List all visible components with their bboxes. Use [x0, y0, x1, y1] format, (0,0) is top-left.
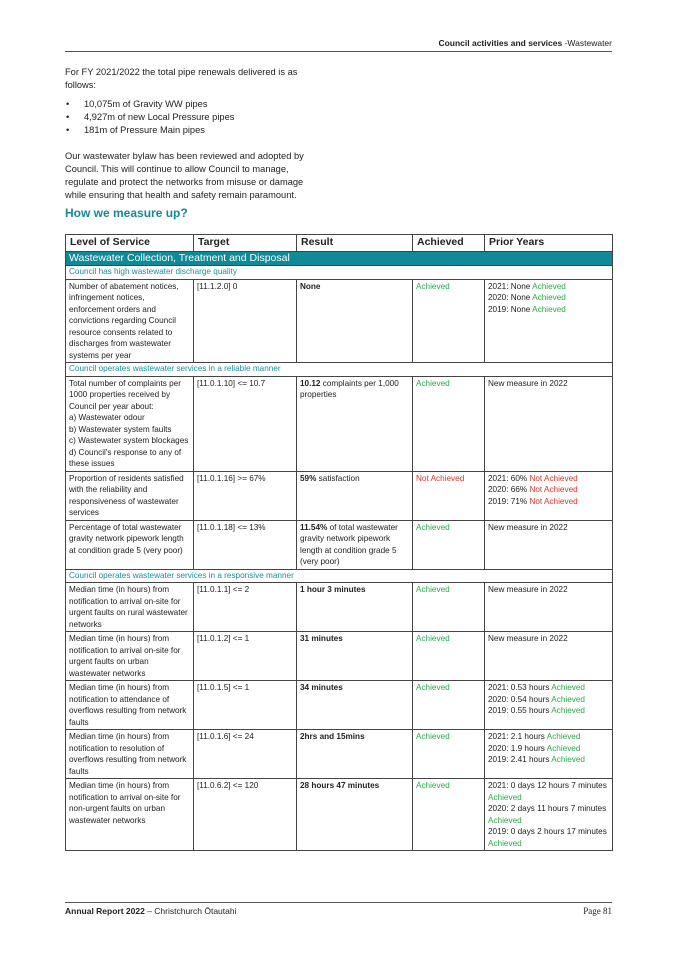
cell-target: [11.0.1.16] >= 67% [194, 471, 297, 520]
prior-year-value: 2020: 66% [488, 485, 530, 494]
cell-prior-years: New measure in 2022 [485, 520, 613, 569]
prior-year-value: 2019: 0.55 hours [488, 706, 552, 715]
prior-year-status: Achieved [546, 732, 581, 741]
result-text: of total wastewater gravity network pipework length at condition grade 5 (very poor) [300, 522, 398, 566]
subheading-responsive: Council operates wastewater services in a responsive manner [66, 569, 613, 583]
service-line: b) Wastewater system faults [69, 424, 172, 434]
prior-year-value: 2019: 0 days 2 hours 17 minutes [488, 827, 607, 836]
column-header-achieved: Achieved [413, 235, 485, 252]
prior-year-value: 2019: None [488, 304, 533, 314]
prior-year-status: Not Achieved [529, 485, 578, 494]
prior-year-line [488, 743, 609, 755]
column-header-level-of-service: Level of Service [66, 235, 194, 252]
cell-level-of-service: Median time (in hours) from notification to attendance of overflows resulting from network faults [66, 681, 194, 730]
intro-paragraph-2: Our wastewater bylaw has been reviewed and adopted by Council. This will continue to allow Council to manage, regulate and protect the networks from misuse or damage while ensuring that health and safety remain paramount. [65, 151, 304, 200]
prior-year-status: Achieved [551, 683, 585, 692]
result-value: 28 hours 47 minutes [300, 781, 380, 790]
pipe-renewals-list [65, 98, 320, 137]
table-row [66, 279, 613, 363]
cell-result [297, 681, 413, 730]
result-value: None [300, 281, 321, 291]
cell-target: [11.0.6.2] <= 120 [194, 779, 297, 851]
list-item: • 10,075m of Gravity WW pipes [65, 98, 320, 111]
cell-result [297, 583, 413, 632]
prior-year-line [488, 484, 609, 496]
performance-table [65, 234, 613, 851]
cell-achieved-status: Achieved [413, 520, 485, 569]
column-header-target: Target [194, 235, 297, 252]
prior-year-status: Achieved [532, 304, 566, 314]
result-value: 10.12 [300, 378, 321, 388]
prior-year-status: Achieved [546, 743, 581, 753]
prior-year-line [488, 780, 609, 803]
cell-level-of-service: Median time (in hours) from notification to resolution of overflows resulting from network faults [66, 730, 194, 779]
cell-level-of-service: Number of abatement notices, infringement notices, enforcement orders and convictions regarding Council resource consents related to discharges from wastewater systems per year [66, 279, 194, 363]
service-line: Total number of complaints per 1000 properties received by Council per year about: [69, 378, 181, 411]
service-line: d) Council's response to any of these issues [69, 447, 182, 468]
prior-year-line [488, 694, 609, 706]
cell-prior-years: New measure in 2022 [485, 376, 613, 471]
list-item: • 4,927m of new Local Pressure pipes [65, 111, 320, 124]
result-value: 2hrs and 15mins [300, 732, 365, 741]
header-section-title: Council activities and services [438, 38, 563, 48]
cell-achieved-status: Achieved [413, 730, 485, 779]
cell-result [297, 730, 413, 779]
cell-achieved-status: Achieved [413, 583, 485, 632]
cell-target: [11.0.1.10] <= 10.7 [194, 376, 297, 471]
cell-achieved-status: Achieved [413, 779, 485, 851]
cell-target: [11.0.1.5] <= 1 [194, 681, 297, 730]
prior-year-line [488, 682, 609, 694]
subheading-row [66, 266, 613, 280]
service-line: c) Wastewater system blockages [69, 436, 189, 445]
table-header-row [66, 235, 613, 252]
result-text: satisfaction [316, 473, 360, 483]
cell-result [297, 632, 413, 681]
prior-year-value: 2020: 1.9 hours [488, 743, 547, 753]
table-row [66, 681, 613, 730]
header-section-suffix: -Wastewater [562, 38, 612, 48]
subheading-row [66, 569, 613, 583]
prior-year-status: Achieved [551, 755, 585, 764]
cell-level-of-service: Percentage of total wastewater gravity network pipework length at condition grade 5 (very poor) [66, 520, 194, 569]
cell-result [297, 520, 413, 569]
cell-target: [11.0.1.2] <= 1 [194, 632, 297, 681]
prior-year-value: 2019: 71% [488, 496, 530, 506]
table-row [66, 376, 613, 471]
cell-target: [11.0.1.18] <= 13% [194, 520, 297, 569]
prior-year-status: Achieved [488, 838, 522, 848]
list-item: • 181m of Pressure Main pipes [65, 124, 320, 137]
prior-year-line [488, 731, 609, 743]
cell-level-of-service: Median time (in hours) from notification to arrival on-site for urgent faults on rural wastewater networks [66, 583, 194, 632]
page-footer [65, 902, 612, 916]
result-value: 11.54% [300, 522, 328, 532]
subheading-reliable: Council operates wastewater services in a reliable manner [66, 363, 613, 377]
cell-target: [11.0.1.6] <= 24 [194, 730, 297, 779]
cell-prior-years [485, 681, 613, 730]
cell-achieved-status: Achieved [413, 376, 485, 471]
cell-result [297, 779, 413, 851]
subheading-row [66, 363, 613, 377]
intro-text [65, 66, 320, 208]
cell-result [297, 279, 413, 363]
prior-year-status: Achieved [488, 792, 522, 802]
result-value: 34 minutes [300, 683, 343, 692]
result-value: 31 minutes [300, 634, 343, 643]
prior-year-status: Achieved [532, 293, 566, 302]
service-line: a) Wastewater odour [69, 413, 145, 422]
prior-year-line [488, 496, 609, 508]
prior-year-line [488, 281, 609, 293]
subheading-discharge-quality: Council has high wastewater discharge quality [66, 266, 613, 280]
prior-year-status: Not Achieved [529, 473, 578, 483]
footer-report-title [65, 906, 236, 916]
cell-prior-years [485, 471, 613, 520]
cell-achieved-status: Achieved [413, 681, 485, 730]
prior-year-line [488, 304, 609, 316]
prior-year-value: 2021: 60% [488, 473, 530, 483]
cell-level-of-service [66, 376, 194, 471]
page-number: Page 81 [583, 906, 612, 916]
cell-achieved-status: Achieved [413, 632, 485, 681]
cell-target: [11.0.1.1] <= 2 [194, 583, 297, 632]
result-value: 1 hour 3 minutes [300, 585, 366, 594]
prior-year-line [488, 292, 609, 304]
prior-year-status: Not Achieved [529, 496, 578, 506]
prior-year-line [488, 705, 609, 717]
result-value: 59% [300, 473, 317, 483]
column-header-result: Result [297, 235, 413, 252]
prior-year-status: Achieved [551, 706, 585, 715]
column-header-prior-years: Prior Years [485, 235, 613, 252]
prior-year-line [488, 754, 609, 766]
cell-prior-years [485, 730, 613, 779]
cell-result [297, 471, 413, 520]
table-row [66, 730, 613, 779]
page-header [65, 38, 612, 52]
footer-report-name: Annual Report 2022 [65, 906, 145, 916]
prior-year-status: Achieved [532, 281, 566, 291]
intro-paragraph-1: For FY 2021/2022 the total pipe renewals delivered is as follows: [65, 67, 298, 90]
cell-prior-years [485, 779, 613, 851]
prior-year-line [488, 803, 609, 826]
cell-achieved-status: Not Achieved [413, 471, 485, 520]
result-text: complaints per 1,000 properties [300, 378, 399, 399]
cell-achieved-status: Achieved [413, 279, 485, 363]
cell-prior-years: New measure in 2022 [485, 632, 613, 681]
table-row [66, 779, 613, 851]
cell-level-of-service: Proportion of residents satisfied with the reliability and responsiveness of wastewater services [66, 471, 194, 520]
cell-result [297, 376, 413, 471]
group-title: Wastewater Collection, Treatment and Disposal [66, 251, 613, 266]
footer-city: – Christchurch Ōtautahi [144, 906, 237, 916]
cell-level-of-service: Median time (in hours) from notification to arrival on-site for urgent faults on urban wastewater networks [66, 632, 194, 681]
table-row [66, 471, 613, 520]
cell-level-of-service: Median time (in hours) from notification to arrival on-site for non-urgent faults on urban wastewater networks [66, 779, 194, 851]
group-row [66, 251, 613, 266]
table-row [66, 520, 613, 569]
prior-year-value: 2021: None [488, 281, 533, 291]
section-heading: How we measure up? [65, 206, 188, 220]
prior-year-value: 2021: 0 days 12 hours 7 minutes [488, 781, 607, 790]
prior-year-value: 2020: 2 days 11 hours 7 minutes [488, 804, 607, 813]
table-row [66, 583, 613, 632]
prior-year-value: 2020: 0.54 hours [488, 694, 552, 704]
cell-prior-years [485, 279, 613, 363]
prior-year-value: 2020: None [488, 293, 533, 302]
prior-year-line [488, 826, 609, 849]
cell-target: [11.1.2.0] 0 [194, 279, 297, 363]
cell-prior-years: New measure in 2022 [485, 583, 613, 632]
prior-year-status: Achieved [551, 694, 585, 704]
prior-year-value: 2021: 0.53 hours [488, 683, 552, 692]
prior-year-value: 2021: 2.1 hours [488, 732, 547, 741]
prior-year-line [488, 473, 609, 485]
table-row [66, 632, 613, 681]
prior-year-value: 2019: 2.41 hours [488, 755, 552, 764]
prior-year-status: Achieved [488, 815, 522, 825]
